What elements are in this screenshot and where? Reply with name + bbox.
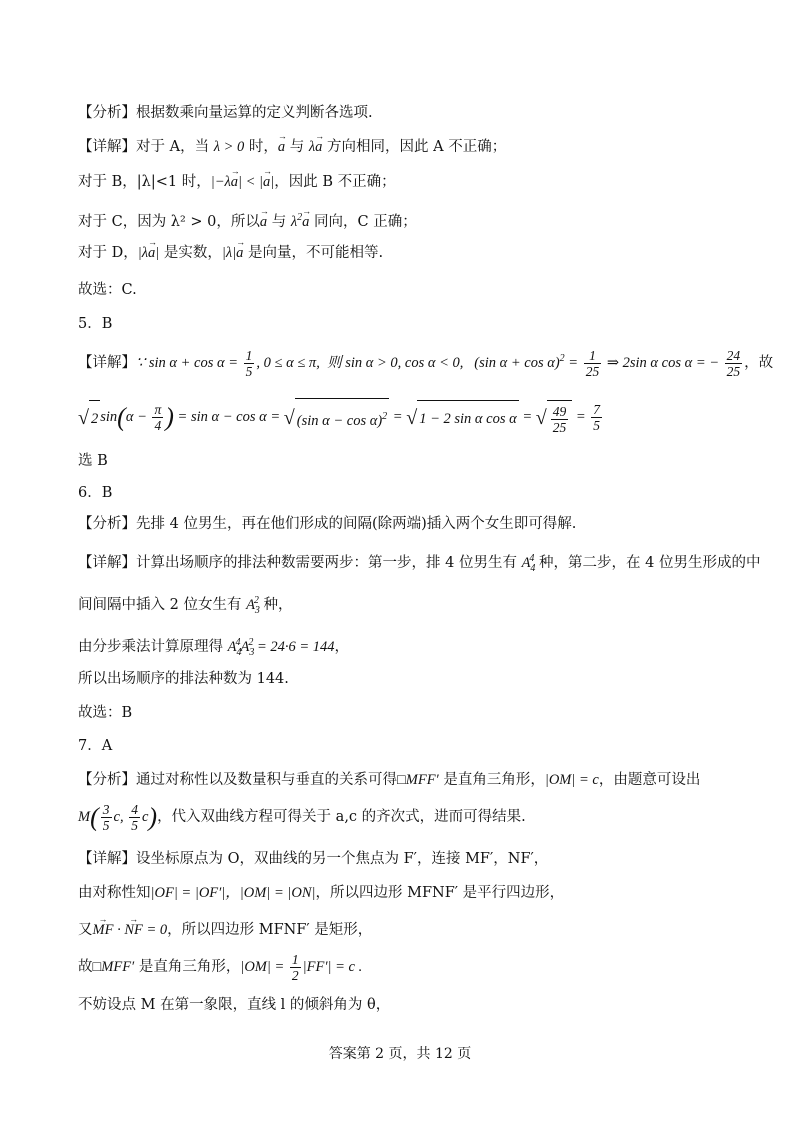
q7-last-line: 不妨设点 M 在第一象限，直线 l 的倾斜角为 θ， <box>78 997 391 1013</box>
formula-a32: $A_3^2$ <box>246 595 260 616</box>
q4-analysis-line <box>78 103 373 123</box>
q4-detail-line <box>78 137 506 157</box>
q5-derivation-line <box>78 398 604 438</box>
q7-triangle-line <box>78 952 362 983</box>
q7-detail-line <box>78 849 548 869</box>
formula-abs-lambda-times-a: |λ|→ a <box>222 245 244 261</box>
detail-text: 由分步乘法计算原理得 <box>78 638 228 655</box>
q7-analysis-line <box>78 770 700 790</box>
option-c-text: 与 <box>267 213 291 230</box>
formula-point-m: M( $\frac{3}{5}$ c, $\frac{4}{5}$ c) <box>78 802 158 834</box>
analysis-text: 通过对称性以及数量积与垂直的关系可得 <box>136 772 397 788</box>
q6-line3 <box>78 633 349 663</box>
detail-text: 方向相同，因此 A 不正确； <box>322 139 507 155</box>
formula-symmetry: |OF| = |OF′|，|OM| = |ON| <box>150 885 316 901</box>
detail-text: 时， <box>244 139 278 155</box>
q4-choice: 故选：C. <box>78 282 137 298</box>
option-c-text: 对于 C，因为 λ² > 0，所以 <box>78 213 260 230</box>
q6-number: 6．B <box>78 485 113 501</box>
q4-option-c-line <box>78 208 417 232</box>
formula-triangle-mff: □MFF′ <box>397 772 439 788</box>
q4-option-b-line <box>78 172 396 192</box>
analysis-text: 是直角三角形， <box>438 772 545 788</box>
detail-text: 设坐标原点为 O，双曲线的另一个焦点为 F′，连接 MF′，NF′， <box>136 851 549 867</box>
formula-lambda-positive: λ > 0 <box>213 139 245 155</box>
formula-dot-product: → MF · → NF = 0 <box>93 922 168 938</box>
detail-text: 对于 A，当 <box>136 139 214 155</box>
detail-label: 【详解】 <box>78 354 136 371</box>
detail-text: ，所以四边形 MFNF′ 是平行四边形， <box>315 885 565 901</box>
analysis-text: ，代入双曲线方程可得关于 a,c 的齐次式，进而可得结果. <box>157 809 526 825</box>
detail-text: 由对称性知 <box>78 885 151 901</box>
vector-lambda-a: λ→ a <box>309 139 323 155</box>
formula-product: $A_4^4A_3^2 = 24\cdot 6 = 144$ <box>227 637 335 658</box>
q7-number: 7．A <box>78 738 113 754</box>
detail-text: 种，第二步，在 4 位男生形成的中 <box>534 554 761 571</box>
q6-line2 <box>78 591 293 621</box>
q4-option-d-line <box>78 243 383 263</box>
detail-label: 【详解】 <box>78 851 136 867</box>
formula-norm-lambda-a: |λ→ a| <box>138 245 160 261</box>
formula-om-equals-c: |OM| = c <box>544 772 599 788</box>
q6-line4: 所以出场顺序的排法种数为 144. <box>78 671 289 687</box>
q7-dot-line <box>78 920 372 940</box>
analysis-label: 【分析】 <box>78 516 136 532</box>
q5-detail-line <box>78 343 773 379</box>
detail-text: 间间隔中插入 2 位女生有 <box>78 596 247 613</box>
vector-lambda-sq-a: $\lambda^2\to a$ <box>291 214 310 230</box>
q6-analysis-line <box>78 514 576 534</box>
q5-choice: 选 B <box>78 453 108 469</box>
q6-detail-line <box>78 549 760 579</box>
option-d-text: 是实数， <box>159 245 222 261</box>
analysis-text: 先排 4 位男生，再在他们形成的间隔(除两端)插入两个女生即可得解. <box>136 516 577 532</box>
option-c-text: 同向，C 正确； <box>309 213 417 230</box>
detail-text: ，所以四边形 MFNF′ 是矩形， <box>167 922 373 938</box>
analysis-label: 【分析】 <box>78 105 136 121</box>
formula-om-half-ff: |OM| = $\frac{1}{2}$ |FF′| = c . <box>240 952 363 984</box>
detail-text: 计算出场顺序的排法种数需要两步：第一步，排 4 位男生有 <box>136 554 522 571</box>
detail-label: 【详解】 <box>78 139 136 155</box>
option-b-text: 对于 B，|λ|<1 时， <box>78 174 211 190</box>
vector-a: → a <box>278 137 285 157</box>
detail-text: ，故 <box>744 354 774 371</box>
formula-derivation: √ 2 sin(α − $\frac{\pi}{4}$ ) = sin α − cos α = √ (sin α − cos α)$^2$ = √ 1 − 2 sin α cos α = √ $\frac{49}{25}$ = $\frac{7}{5}$ <box>78 409 604 425</box>
analysis-label: 【分析】 <box>78 772 136 788</box>
formula-norm-inequality: |−λ→ a| < |→ a| <box>211 174 275 190</box>
detail-text: ， <box>334 638 350 655</box>
detail-text: 故 <box>78 959 93 975</box>
detail-label: 【详解】 <box>78 554 136 571</box>
q6-choice: 故选：B <box>78 705 133 721</box>
q5-number: 5．B <box>78 316 113 332</box>
formula-given-condition: ∵ sin α + cos α = $\frac{1}{5}$ , 0 ≤ α ≤ π, 则 sin α > 0, cos α < 0, (sin α + cos α)$^2$ = $\frac{1}{25}$ ⇒ 2sin α cos α = − $\frac{24}{25}$ <box>136 348 741 379</box>
detail-text: 种， <box>258 596 293 613</box>
detail-text: 与 <box>285 139 309 155</box>
option-d-text: 对于 D， <box>78 245 138 261</box>
q7-symmetry-line <box>78 883 564 903</box>
formula-a44: $A_4^4$ <box>521 553 536 574</box>
analysis-text: 根据数乘向量运算的定义判断各选项. <box>136 105 373 121</box>
option-b-text: ，因此 B 不正确； <box>274 174 396 190</box>
page-footer: 答案第 2 页，共 12 页 <box>328 1046 472 1062</box>
q7-analysis-line2 <box>78 800 526 835</box>
option-d-text: 是向量，不可能相等. <box>243 245 384 261</box>
detail-text: 又 <box>78 922 93 938</box>
formula-triangle-mff: □MFF′ <box>92 959 135 975</box>
vector-a: → a <box>260 212 267 232</box>
detail-text: 是直角三角形， <box>134 959 241 975</box>
analysis-text: ，由题意可设出 <box>598 772 701 788</box>
